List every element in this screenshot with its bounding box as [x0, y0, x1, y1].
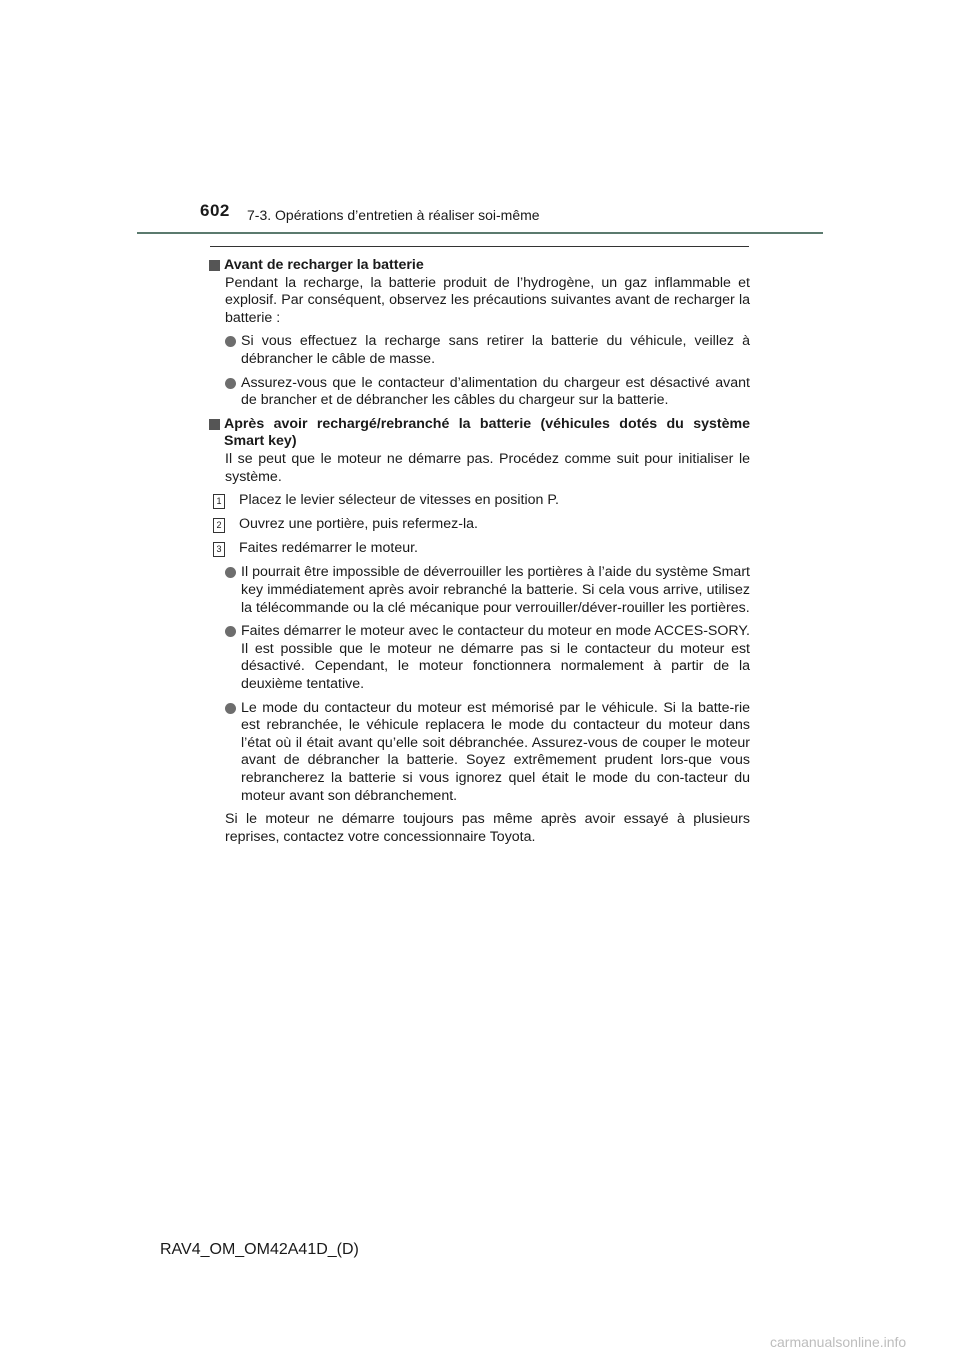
section-heading — [209, 416, 750, 451]
bullet-dot-icon — [225, 336, 236, 347]
section-before-charging — [209, 257, 750, 410]
list-item — [225, 564, 750, 617]
section-intro: Il se peut que le moteur ne démarre pas. Procédez comme suit pour initialiser le système. — [225, 450, 750, 485]
page-number: 602 — [200, 201, 230, 220]
step-text: Faites redémarrer le moteur. — [239, 540, 418, 557]
step-text: Placez le levier sélecteur de vitesses en position P. — [239, 492, 559, 509]
bullet-dot-icon — [225, 703, 236, 714]
step-number: 3 — [213, 542, 225, 557]
step-number: 1 — [213, 494, 225, 509]
content-area — [209, 257, 750, 850]
list-item-text: Il pourrait être impossible de déverrouiller les portières à l’aide du système Smart key immédiatement après avoir rebranché la batterie. Si cela vous arrive, utilisez la télécommande ou la clé mécanique pour verrouiller/déver-rouiller les portières. — [241, 564, 750, 616]
section-title: 7-3. Opérations d’entretien à réaliser soi-même — [247, 207, 540, 223]
manual-code: RAV4_OM_OM42A41D_(D) — [160, 1241, 359, 1258]
section-heading — [209, 257, 750, 275]
list-item — [225, 623, 750, 693]
section-intro: Pendant la recharge, la batterie produit de l’hydrogène, un gaz inflammable et explosif. Par conséquent, observez les précautions suivantes avant de recharger la batterie : — [225, 274, 750, 326]
list-item-text: Assurez-vous que le contacteur d’alimentation du chargeur est désactivé avant de brancher et de débrancher les câbles du chargeur sur la batterie. — [241, 374, 750, 409]
list-item — [225, 700, 750, 806]
step-item — [213, 516, 750, 534]
watermark: carmanualsonline.info — [770, 1334, 907, 1350]
section-heading-text: Après avoir rechargé/rebranché la batterie (véhicules dotés du système Smart key) — [224, 415, 750, 450]
square-marker-icon — [209, 419, 220, 430]
section-heading-text: Avant de recharger la batterie — [224, 257, 424, 273]
list-item-text: Si vous effectuez la recharge sans retirer la batterie du véhicule, veillez à débrancher le câble de masse. — [241, 333, 750, 367]
list-item-text: Faites démarrer le moteur avec le contacteur du moteur en mode ACCES-SORY. Il est possible que le moteur ne démarre pas si le contacteur du moteur est désactivé. Cependant, le moteur fonctionnera normalement à partir de la deuxième tentative. — [241, 623, 750, 692]
list-item-text: Le mode du contacteur du moteur est mémorisé par le véhicule. Si la batte-rie est rebranchée, le véhicule replacera le mode du contacteur du moteur dans l’état où il était avant qu’elle soit débranchée. Assurez-vous de couper le moteur avant de débrancher la batterie. Soyez extrêmement prudent lors-que vous rebrancherez la batterie si vous ignorez quel était le mode du con-tacteur du moteur avant son débranchement. — [241, 699, 750, 804]
content-rule — [210, 246, 749, 247]
step-item — [213, 492, 750, 510]
step-item — [213, 540, 750, 558]
step-text: Ouvrez une portière, puis refermez-la. — [239, 516, 478, 533]
square-marker-icon — [209, 260, 220, 271]
step-number: 2 — [213, 518, 225, 533]
bullet-dot-icon — [225, 626, 236, 637]
section-after-charging — [209, 416, 750, 847]
bullet-dot-icon — [225, 378, 236, 389]
bullet-dot-icon — [225, 567, 236, 578]
list-item — [225, 375, 750, 410]
list-item — [225, 333, 750, 368]
closing-paragraph: Si le moteur ne démarre toujours pas même après avoir essayé à plusieurs reprises, contactez votre concessionnaire Toyota. — [225, 811, 750, 845]
header-rule — [137, 232, 823, 234]
